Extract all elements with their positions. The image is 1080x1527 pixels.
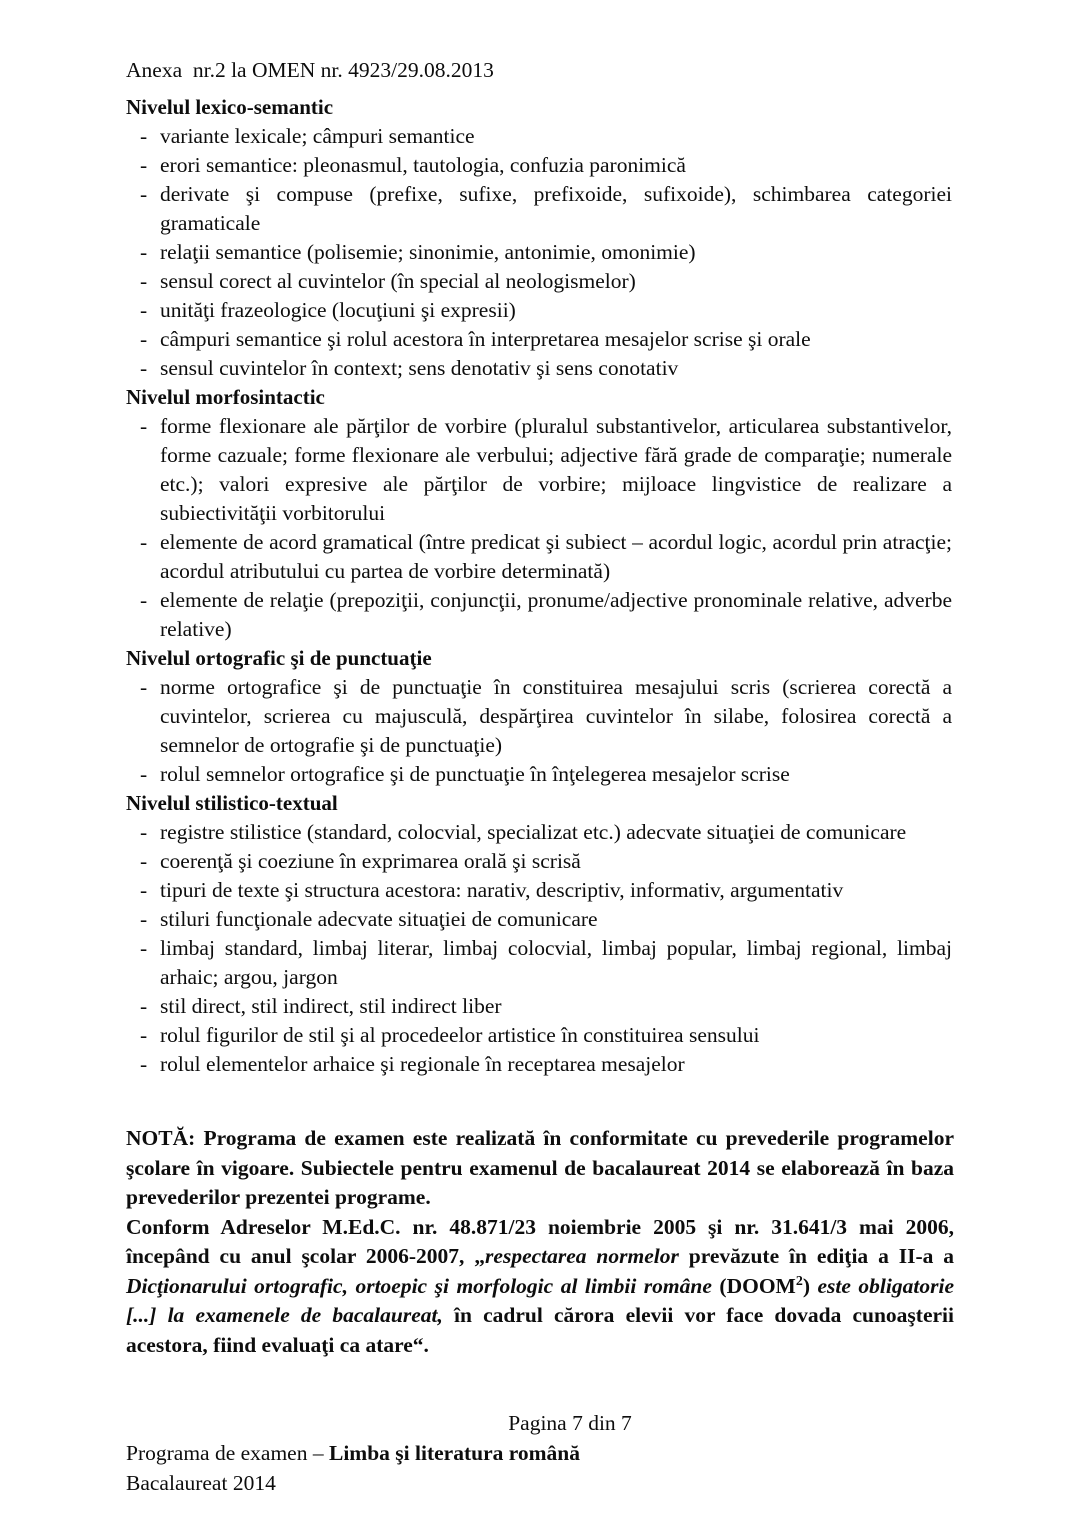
list-item-text: - rolul semnelor ortografice şi de punctuaţie în înţelegerea mesajelor scrise bbox=[160, 762, 790, 786]
section-heading: Nivelul lexico-semantic bbox=[126, 95, 334, 119]
list-item-text: - rolul elementelor arhaice şi regionale în receptarea mesajelor bbox=[160, 1052, 685, 1076]
section-bullet-list bbox=[126, 412, 952, 644]
section-bullet-list bbox=[126, 673, 952, 789]
section-stylistic-textual bbox=[126, 789, 952, 1079]
footer-programme-subject: Limba şi literatura română bbox=[328, 1441, 581, 1465]
list-item-text: - coerenţă şi coeziune în exprimarea orală şi scrisă bbox=[160, 849, 581, 873]
note-paragraph-2 bbox=[126, 1213, 954, 1361]
page-number: Pagina 7 din 7 bbox=[508, 1411, 632, 1435]
list-item-text: - câmpuri semantice şi rolul acestora în interpretarea mesajelor scrise şi orale bbox=[160, 327, 811, 351]
note-run-plain-5: în cadrul cărora elevii vor face dovada cunoaşterii acestora, fiind evaluaţi ca atare“. bbox=[126, 1303, 954, 1357]
list-item-text: - sensul cuvintelor în context; sens denotativ şi sens conotativ bbox=[160, 356, 679, 380]
note-run-plain-4: ) bbox=[802, 1273, 818, 1298]
section-heading: Nivelul morfosintactic bbox=[126, 385, 325, 409]
list-item-text: - relaţii semantice (polisemie; sinonimie, antonimie, omonimie) bbox=[160, 240, 696, 264]
note-run-plain-1: Conform Adreselor M.Ed.C. nr. 48.871/23 noiembrie 2005 şi nr. 31.641/3 mai 2006, începând cu anul şcolar 2006-2007, „ bbox=[126, 1214, 954, 1268]
list-item bbox=[126, 296, 952, 325]
note-run-italic-2: Dicţionarului ortografic, ortoepic şi morfologic al limbii române bbox=[126, 1273, 712, 1298]
section-bullet-list bbox=[126, 122, 952, 383]
list-item-text: - rolul figurilor de stil şi al procedeelor artistice în constituirea sensului bbox=[160, 1023, 760, 1047]
list-item bbox=[126, 818, 952, 847]
list-item bbox=[126, 905, 952, 934]
note-run-plain-3: (DOOM bbox=[711, 1273, 796, 1298]
list-item-text: - norme ortografice şi de punctuaţie în constituirea mesajului scris (scrierea corectă a cuvintelor, scrierea cu majusculă, despărţirea cuvintelor în silabe, folosirea corectă a semnelor de ortografie şi de punctuaţie) bbox=[160, 675, 952, 757]
list-item bbox=[126, 1050, 952, 1079]
list-item bbox=[126, 586, 952, 644]
list-item-text: - unităţi frazeologice (locuţiuni şi expresii) bbox=[160, 298, 516, 322]
list-item bbox=[126, 267, 952, 296]
list-item bbox=[126, 528, 952, 586]
footer-programme-prefix: Programa de examen – bbox=[126, 1441, 329, 1465]
list-item-text: - variante lexicale; câmpuri semantice bbox=[160, 124, 475, 148]
list-item bbox=[126, 876, 952, 905]
list-item bbox=[126, 934, 952, 992]
list-item bbox=[126, 412, 952, 528]
list-item bbox=[126, 180, 952, 238]
section-morphosyntactic bbox=[126, 383, 952, 644]
list-item bbox=[126, 238, 952, 267]
list-item-text: - sensul corect al cuvintelor (în special al neologismelor) bbox=[160, 269, 636, 293]
list-item bbox=[126, 354, 952, 383]
list-item-text: - tipuri de texte şi structura acestora: narativ, descriptiv, informativ, argumentativ bbox=[160, 878, 844, 902]
list-item-text: - limbaj standard, limbaj literar, limbaj colocvial, limbaj popular, limbaj regional, limbaj arhaic; argou, jargon bbox=[160, 936, 952, 989]
footer-exam-year: Bacalaureat 2014 bbox=[126, 1471, 276, 1495]
document-body bbox=[126, 56, 952, 1079]
list-item bbox=[126, 1021, 952, 1050]
list-item bbox=[126, 847, 952, 876]
list-item-text: - registre stilistice (standard, colocvial, specializat etc.) adecvate situaţiei de comunicare bbox=[160, 820, 907, 844]
list-item bbox=[126, 151, 952, 180]
note-run-plain-2: prevăzute în ediţia a II-a a bbox=[678, 1244, 954, 1268]
annex-reference-header: Anexa nr.2 la OMEN nr. 4923/29.08.2013 bbox=[126, 58, 494, 82]
note-paragraph-1: NOTĂ: Programa de examen este realizată în conformitate cu prevederile programelor şcolare în vigoare. Subiectele pentru examenul de bacalaureat 2014 se elaborează în baza prevederilor prezentei programe. bbox=[126, 1126, 954, 1209]
note-run-italic-1: respectarea normelor bbox=[485, 1244, 679, 1268]
list-item bbox=[126, 325, 952, 354]
list-item-text: - derivate şi compuse (prefixe, sufixe, prefixoide, sufixoide), schimbarea categoriei gramaticale bbox=[160, 182, 952, 235]
section-orthographic bbox=[126, 644, 952, 789]
list-item bbox=[126, 122, 952, 151]
list-item-text: - stil direct, stil indirect, stil indirect liber bbox=[160, 994, 502, 1018]
list-item-text: - forme flexionare ale părţilor de vorbire (pluralul substantivelor, articularea substantivelor, forme cazuale; forme flexionare ale verbului; adjective fără grade de comparaţie; numerale etc.); valori expresive ale părţilor de vorbire; mijloace lingvistice de realizare a subiectivităţii vorbitorului bbox=[160, 414, 952, 525]
list-item-text: - elemente de relaţie (prepoziţii, conjuncţii, pronume/adjective pronominale relative, adverbe relative) bbox=[160, 588, 952, 641]
note-run-italic-3: este obligatorie [...] la examenele de bacalaureat, bbox=[126, 1273, 954, 1327]
footer-programme-line bbox=[126, 1438, 1080, 1468]
list-item bbox=[126, 673, 952, 760]
section-heading: Nivelul stilistico-textual bbox=[126, 791, 338, 815]
page-footer bbox=[0, 1408, 1080, 1498]
list-item bbox=[126, 992, 952, 1021]
section-heading: Nivelul ortografic şi de punctuaţie bbox=[126, 646, 432, 670]
section-lexico-semantic bbox=[126, 93, 952, 383]
list-item bbox=[126, 760, 952, 789]
list-item-text: - stiluri funcţionale adecvate situaţiei de comunicare bbox=[160, 907, 598, 931]
doom-edition-superscript: 2 bbox=[795, 1273, 803, 1289]
section-bullet-list bbox=[126, 818, 952, 1079]
list-item-text: - elemente de acord gramatical (între predicat şi subiect – acordul logic, acordul prin atracţie; acordul atributului cu partea de vorbire determinată) bbox=[160, 530, 952, 583]
note-block bbox=[126, 1124, 954, 1360]
list-item-text: - erori semantice: pleonasmul, tautologia, confuzia paronimică bbox=[160, 153, 686, 177]
